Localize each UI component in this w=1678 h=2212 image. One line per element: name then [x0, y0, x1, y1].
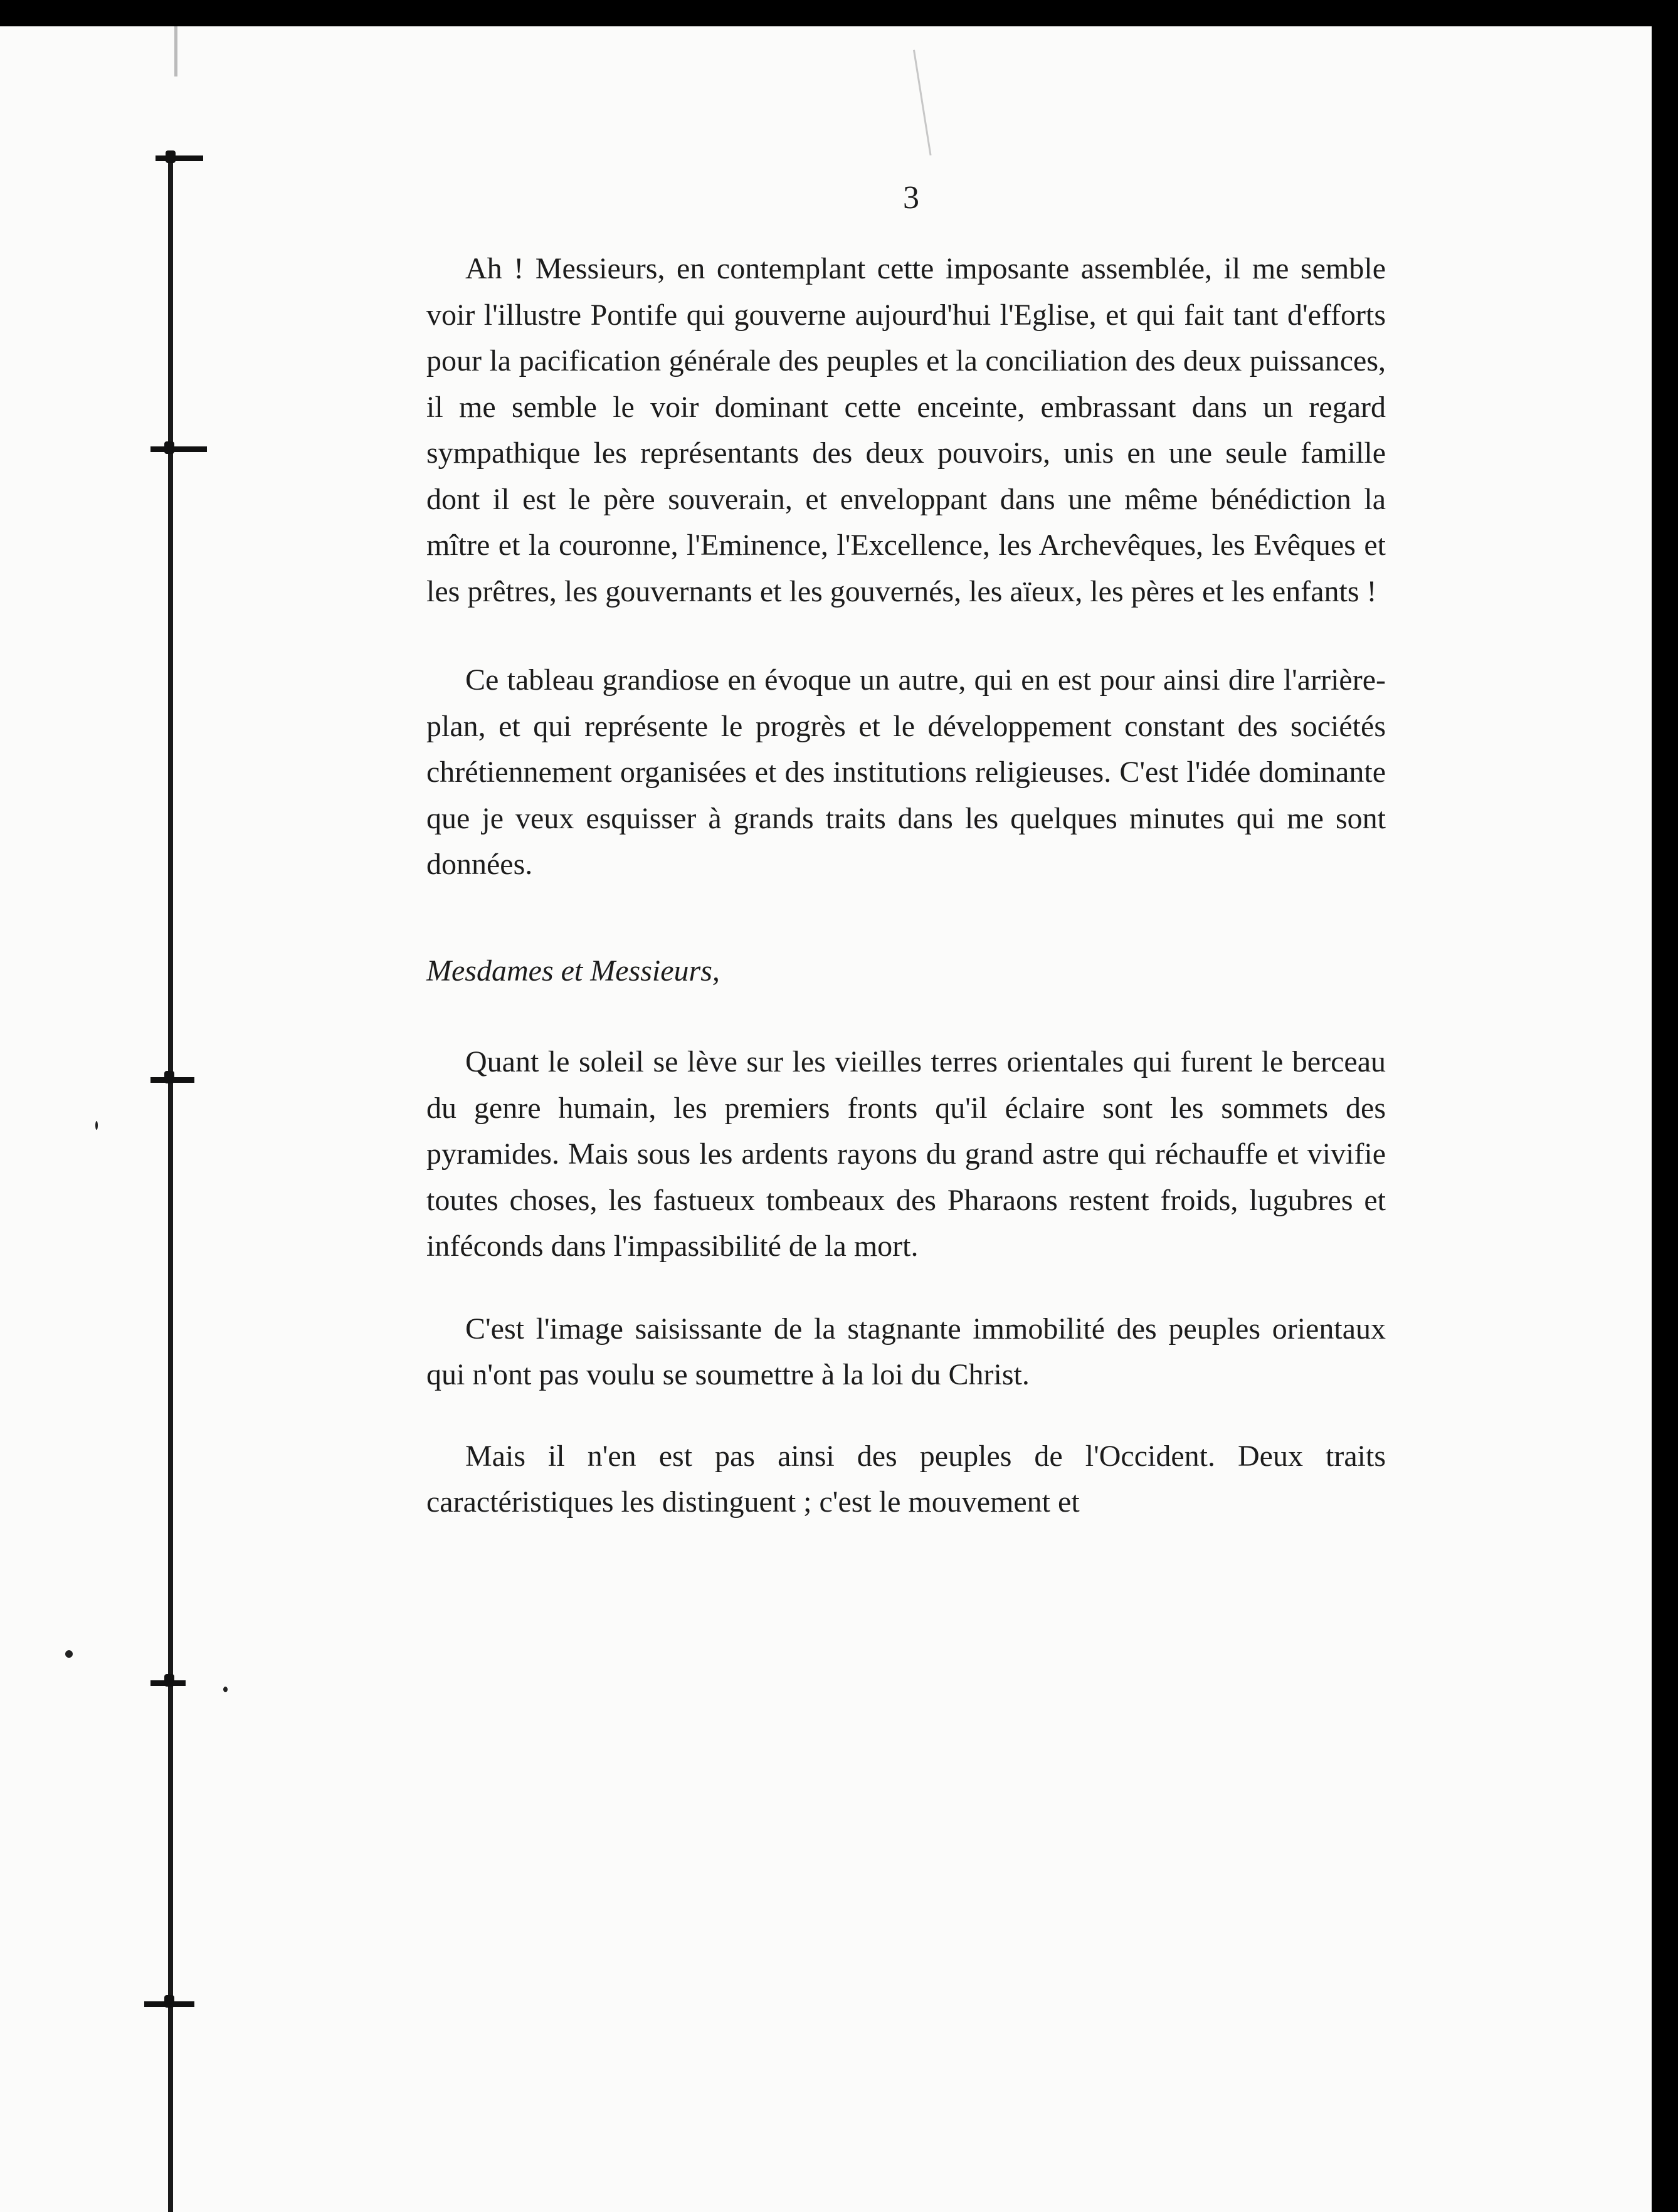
paragraph: Ah ! Messieurs, en contemplant cette imposante assemblée, il me semble voir l'illustre Pontife qui gouverne aujourd'hui l'Eglise, et qui fait tant d'efforts pour la pacification générale des peuples et la conciliation des deux puissances, il me semble le voir dominant cette enceinte, embrassant dans un regard sympathique les représentants des deux pouvoirs, unis en une seule famille dont il est le père souverain, et enveloppant dans une même bénédiction la mître et la couronne, l'Eminence, l'Excellence, les Archevêques, les Evêques et les prêtres, les gouvernants et les gouvernés, les aïeux, les pères et les enfants ! [426, 252, 1386, 608]
scan-border-right [1652, 0, 1678, 2212]
binding-stitch [156, 155, 203, 161]
binding-stitch [150, 446, 207, 452]
page-number: 3 [903, 180, 919, 216]
ink-speck [65, 1650, 73, 1658]
salutation: Mesdames et Messieurs, [426, 954, 720, 988]
binding-stitch-knot [164, 1995, 174, 2008]
ink-speck [223, 1687, 228, 1692]
paragraph: Quant le soleil se lève sur les vieilles terres orientales qui furent le berceau du genre humain, les premiers fronts qu'il éclaire sont les sommets des pyramides. Mais sous les ardents rayons du grand astre qui réchauffe et vivifie toutes choses, les fastueux tombeaux des Pharaons restent froids, lugubres et inféconds dans l'impassibilité de la mort. [426, 1045, 1386, 1263]
binding-spine-faint [174, 26, 177, 76]
binding-stitch-knot [164, 441, 174, 454]
scan-border-top [0, 0, 1678, 26]
binding-stitch-knot [166, 150, 176, 163]
ink-speck [95, 1121, 98, 1130]
binding-spine [168, 158, 173, 2212]
document-page [0, 26, 1652, 2212]
binding-stitch-knot [164, 1674, 174, 1687]
paragraph: Ce tableau grandiose en évoque un autre, qui en est pour ainsi dire l'arrière-plan, et qui représente le progrès et le développement constant des sociétés chrétiennement organisées et des institutions religieuses. C'est l'idée dominante que je veux esquisser à grands traits dans les quelques minutes qui me sont données. [426, 663, 1386, 881]
body-text [426, 246, 1386, 1525]
binding-stitch-knot [164, 1071, 174, 1083]
paragraph: C'est l'image saisissante de la stagnante immobilité des peuples orientaux qui n'ont pas voulu se soumettre à la loi du Christ. [426, 1312, 1386, 1391]
paper-crease [913, 50, 932, 155]
paragraph: Mais il n'en est pas ainsi des peuples de l'Occident. Deux traits caractéristiques les distinguent ; c'est le mouvement et [426, 1439, 1386, 1519]
